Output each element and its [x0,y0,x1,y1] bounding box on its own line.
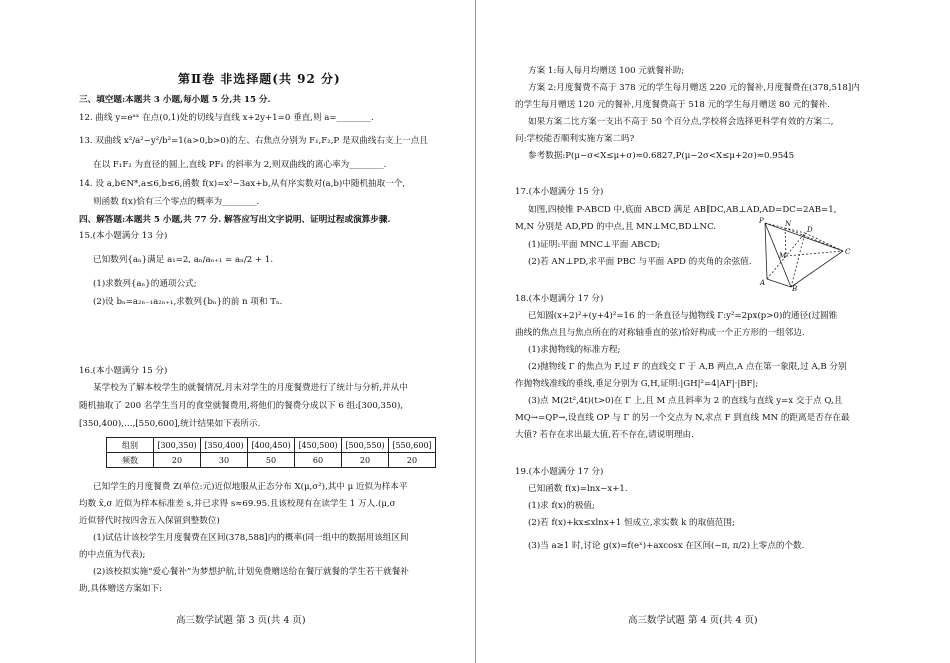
q19-part1: (1)求 f(x)的极值; [528,501,595,511]
fill-in-heading: 三、填空题:本题共 3 小题,每小题 5 分,共 15 分. [79,95,271,105]
q17-text-cont: M,N 分别是 AD,PD 的中点,且 MN⊥MC,BD⊥NC. [515,222,717,232]
q16-question: 如果方案二比方案一支出不高于 50 个百分点,学校将会选择更科学有效的方案二, [528,117,834,127]
q13-text: 13. 双曲线 x²/a²−y²/b²=1(a>0,b>0)的左、右焦点分别为 F₁,F₂,P 是双曲线右支上一点且 [79,136,428,146]
q13-text-cont: 在以 F₁F₂ 为直径的圆上,直线 PF₁ 的斜率为 2,则双曲线的离心率为________. [93,160,387,170]
section-title: 第Ⅱ卷 非选择题(共 92 分) [178,72,341,86]
q17-heading: 17.(本小题满分 15 分) [515,187,604,197]
table-cell: [500,550) [342,438,389,453]
table-cell: 组别 [107,438,154,453]
q18-text-cont: 曲线的焦点且与焦点所在的对称轴垂直的弦)恰好构成一个正方形的一组邻边. [515,328,805,338]
edge-pc [765,223,843,251]
label-c: C [845,248,851,256]
q16-part1: (1)试估计该校学生月度餐费在区间(378,588]内的概率(同一组中的数据用该组区间 [93,533,409,543]
table-cell: [400,450) [248,438,295,453]
q17-part1: (1)证明:平面 MNC⊥平面 ABCD; [528,240,661,250]
q18-text: 已知圆(x+2)²+(y+4)²=16 的一条直径与抛物线 Γ:y²=2px(p>0)的通径(过圆锥 [528,311,838,321]
q16-heading: 16.(本小题满分 15 分) [79,366,168,376]
q15-heading: 15.(本小题满分 13 分) [79,231,168,241]
label-a: A [760,279,766,287]
q16-text-cont: 近似替代时按四舍五入保留到整数位) [79,516,220,526]
page-footer: 高三数学试题 第 4 页(共 4 页) [628,615,758,626]
q16-text-cont: [350,400),…,[550,600],统计结果如下表所示. [79,419,261,429]
q18-heading: 18.(本小题满分 17 分) [515,294,604,304]
edge-ab [767,279,791,287]
q15-part2: (2)设 bₙ=a₂ₙ₋₁a₂ₙ₊₁,求数列{bₙ}的前 n 项和 Tₙ. [93,297,283,307]
table-cell: 20 [154,453,201,468]
label-p: P [759,217,764,225]
q16-text-cont: 随机抽取了 200 名学生当月的食堂就餐费用,将他们的餐费分成以下 6 组:[300,350), [79,401,404,411]
pyramid-figure [759,215,855,291]
q16-part1-cont: 的中点值为代表); [79,550,146,560]
edge-nc [785,228,843,251]
q17-part2: (2)若 AN⊥PD,求平面 PBC 与平面 APD 的夹角的余弦值. [528,257,752,267]
edge-pa [765,223,767,279]
q14-text: 14. 设 a,b∈N*,a≤6,b≤6,函数 f(x)=x³−3ax+b,从有序实数对(a,b)中随机抽取一个, [79,179,406,189]
page-divider [475,0,476,663]
table-cell: 60 [295,453,342,468]
reference-data: 参考数据:P(μ−σ<X≤μ+σ)≈0.6827,P(μ−2σ<X≤μ+2σ)≈0.9545 [528,151,795,161]
plan-2-cont: 的学生每月赠送 120 元的餐补,月度餐费高于 518 元的学生每月赠送 80 元的餐补. [515,100,830,110]
q16-question-cont: 问:学校能否顺利实施方案二吗? [515,134,635,144]
table-cell: 频数 [107,453,154,468]
label-m: M [779,252,787,260]
page-4 [478,0,950,663]
edge-bc [791,251,843,287]
q18-part2-cont: 作抛物线准线的垂线,垂足分别为 G,H,证明:|GH|²=4|AF|·|BF|; [515,379,759,389]
q18-part2: (2)抛物线 Γ 的焦点为 F,过 F 的直线交 Γ 于 A,B 两点,A 点在第一象限,过 A,B 分别 [528,362,847,372]
table-cell: 50 [248,453,295,468]
q17-text: 如图,四棱锥 P-ABCD 中,底面 ABCD 满足 AB∥DC,AB⊥AD,AD=DC=2AB=1, [528,205,837,215]
table-cell: 20 [389,453,436,468]
q15-part1: (1)求数列{aₙ}的通项公式; [93,279,197,289]
table-cell: [450,500) [295,438,342,453]
q16-part2: (2)该校拟实施“爱心餐补”为梦想护航,计划免费赠送给在餐厅就餐的学生若干就餐补 [93,567,409,577]
q18-part3-cont: 大值? 若存在求出最大值,若不存在,请说明理由. [515,430,694,440]
label-b: B [792,285,798,291]
label-d: D [807,226,813,234]
answer-heading: 四、解答题:本题共 5 小题,共 77 分. 解答应写出文字说明、证明过程或演算步骤. [79,215,391,225]
q19-part2: (2)若 f(x)+kx≤xlnx+1 恒成立,求实数 k 的取值范围; [528,518,735,528]
q19-heading: 19.(本小题满分 17 分) [515,467,604,477]
table-cell: 30 [201,453,248,468]
page-footer: 高三数学试题 第 3 页(共 4 页) [176,615,306,626]
label-n: N [785,220,792,228]
q19-text: 已知函数 f(x)=lnx−x+1. [528,484,628,494]
edge-pb [765,223,791,287]
table-row [107,438,436,453]
edge-mc [786,251,843,256]
plan-2: 方案 2:月度餐费不高于 378 元的学生每月赠送 220 元的餐补,月度餐费在(378,518]内 [528,83,860,93]
q18-part1: (1)求抛物线的标准方程; [528,345,621,355]
plan-1: 方案 1:每人每月均赠送 100 元就餐补助; [528,66,685,76]
q12-text: 12. 曲线 y=eᵃˣ 在点(0,1)处的切线与直线 x+2y+1=0 垂直,则 a=________. [79,113,374,123]
edge-dc [805,233,843,251]
table-cell: [350,400) [201,438,248,453]
q16-text-cont: 均数 x̄,σ 近似为样本标准差 s,并已求得 s≈69.95.且该校现有在读学生 1 万人.(μ,σ [79,499,396,509]
table-cell: [300,350) [154,438,201,453]
q18-part3-cont: MQ→=QP→,设直线 OP 与 Γ 的另一个交点为 N,求点 F 到直线 MN 的距离是否存在最 [515,413,850,423]
q16-text: 某学校为了解本校学生的就餐情况,月末对学生的月度餐费进行了统计与分析,并从中 [93,383,408,393]
q15-text: 已知数列{aₙ}满足 a₁=2, aₙ/aₙ₊₁ = aₙ/2 + 1. [93,255,274,265]
q19-part3: (3)当 a≥1 时,讨论 g(x)=f(eˣ)+axcosx 在区间(−π, π/2)上零点的个数. [528,541,805,551]
table-row [107,453,436,468]
q16-part2-cont: 助,具体赠送方案如下: [79,584,162,594]
table-cell: [550,600] [389,438,436,453]
frequency-table [106,437,436,468]
q18-part3: (3)点 M(2t²,4t)(t>0)在 Γ 上,且 M 点且斜率为 2 的直线与直线 y=x 交于点 Q,且 [528,396,843,406]
q16-text-cont: 已知学生的月度餐费 Z(单位:元)近似地服从正态分布 X(μ,σ²),其中 μ 近似为样本平 [93,482,408,492]
q14-text-cont: 则函数 f(x)恰有三个零点的概率为________. [93,197,260,207]
table-cell: 20 [342,453,389,468]
